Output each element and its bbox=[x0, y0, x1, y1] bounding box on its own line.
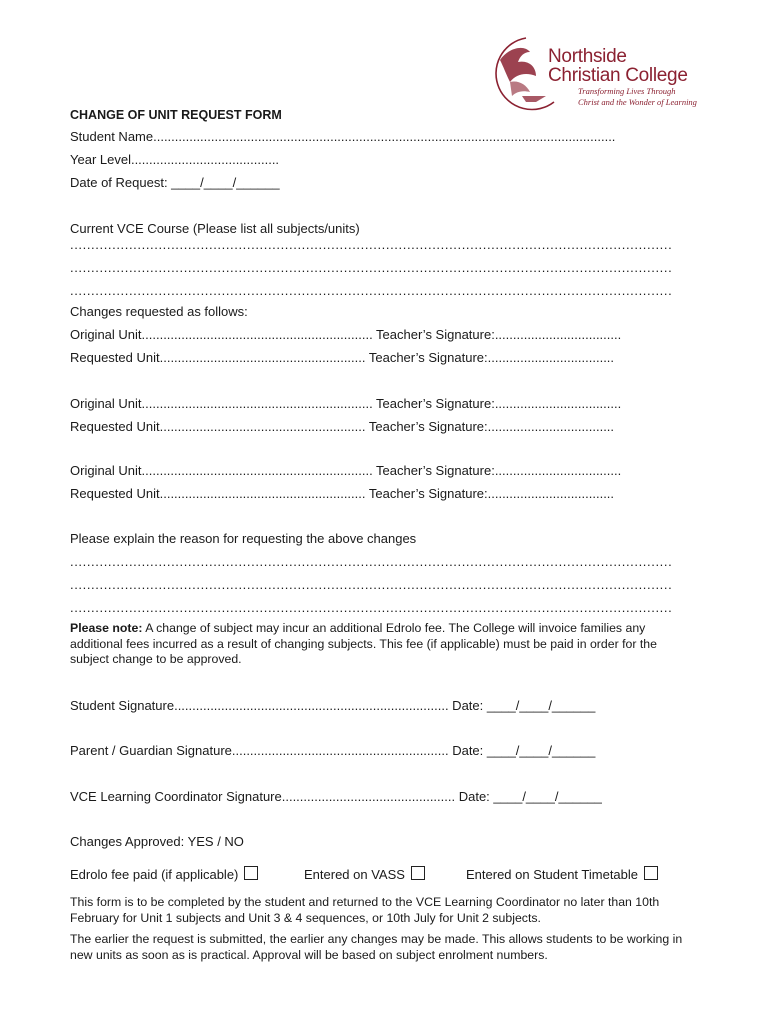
changes-approved[interactable]: Changes Approved: YES / NO bbox=[70, 834, 244, 849]
changes-label: Changes requested as follows: bbox=[70, 304, 248, 319]
timetable-label: Entered on Student Timetable bbox=[466, 867, 639, 882]
current-course-label: Current VCE Course (Please list all subjects/units) bbox=[70, 221, 360, 236]
fee-note-heading: Please note: bbox=[70, 621, 143, 635]
form-title: CHANGE OF UNIT REQUEST FORM bbox=[70, 108, 282, 122]
logo-name-line2: Christian College bbox=[548, 65, 688, 86]
fee-note bbox=[70, 621, 690, 668]
logo-name-line1: Northside bbox=[548, 46, 627, 67]
edrolo-fee-option bbox=[70, 866, 258, 882]
edrolo-fee-checkbox[interactable] bbox=[244, 866, 258, 880]
completion-note: This form is to be completed by the student and returned to the VCE Learning Coordinator no later than 10th February for Unit 1 subjects and Unit 3 & 4 sequences, or 10th July for Unit 2 subjects. bbox=[70, 895, 660, 925]
logo-tagline-line1: Transforming Lives Through bbox=[578, 86, 676, 96]
explain-line-2[interactable]: ............................................................................................................................................... bbox=[70, 577, 673, 592]
original-unit-row-2[interactable]: Original Unit................................................................ Teacher’s Signature:................................... bbox=[70, 396, 622, 411]
explain-label: Please explain the reason for requesting the above changes bbox=[70, 531, 417, 546]
timetable-option bbox=[466, 866, 658, 882]
requested-unit-row-2[interactable]: Requested Unit......................................................... Teacher’s Signature:................................... bbox=[70, 419, 615, 434]
fee-note-text: A change of subject may incur an additional Edrolo fee. The College will invoice families any additional fees incurred as a result of changing subjects. This fee (if applicable) must be paid in order for the subject change to be approved. bbox=[70, 621, 657, 666]
student-name-field[interactable]: Student Name................................................................................................................................ bbox=[70, 129, 616, 144]
current-course-line-2[interactable]: ............................................................................................................................................... bbox=[70, 260, 673, 275]
edrolo-fee-label: Edrolo fee paid (if applicable) bbox=[70, 867, 239, 882]
vass-option bbox=[304, 866, 425, 882]
current-course-line-3[interactable]: ............................................................................................................................................... bbox=[70, 283, 673, 298]
parent-signature-field[interactable]: Parent / Guardian Signature............................................................ Date: ____/____/______ bbox=[70, 743, 596, 758]
college-logo bbox=[486, 30, 706, 120]
student-signature-field[interactable]: Student Signature............................................................................ Date: ____/____/______ bbox=[70, 698, 596, 713]
explain-line-1[interactable]: ............................................................................................................................................... bbox=[70, 554, 673, 569]
explain-line-3[interactable]: ............................................................................................................................................... bbox=[70, 600, 673, 615]
year-level-field[interactable]: Year Level......................................... bbox=[70, 152, 280, 167]
original-unit-row-1[interactable]: Original Unit................................................................ Teacher’s Signature:................................... bbox=[70, 327, 622, 342]
requested-unit-row-1[interactable]: Requested Unit......................................................... Teacher’s Signature:................................... bbox=[70, 350, 615, 365]
date-of-request-field[interactable]: Date of Request: ____/____/______ bbox=[70, 175, 280, 190]
requested-unit-row-3[interactable]: Requested Unit......................................................... Teacher’s Signature:................................... bbox=[70, 486, 615, 501]
coordinator-signature-field[interactable]: VCE Learning Coordinator Signature................................................ Date: ____/____/______ bbox=[70, 789, 602, 804]
original-unit-row-3[interactable]: Original Unit................................................................ Teacher’s Signature:................................... bbox=[70, 463, 622, 478]
vass-label: Entered on VASS bbox=[304, 867, 405, 882]
vass-checkbox[interactable] bbox=[411, 866, 425, 880]
current-course-line-1[interactable]: ............................................................................................................................................... bbox=[70, 237, 673, 252]
logo-tagline-line2: Christ and the Wonder of Learning bbox=[578, 97, 697, 107]
earlier-note: The earlier the request is submitted, the earlier any changes may be made. This allows students to be working in new units as soon as is practical. Approval will be based on subject enrolment numbers. bbox=[70, 932, 683, 962]
timetable-checkbox[interactable] bbox=[644, 866, 658, 880]
